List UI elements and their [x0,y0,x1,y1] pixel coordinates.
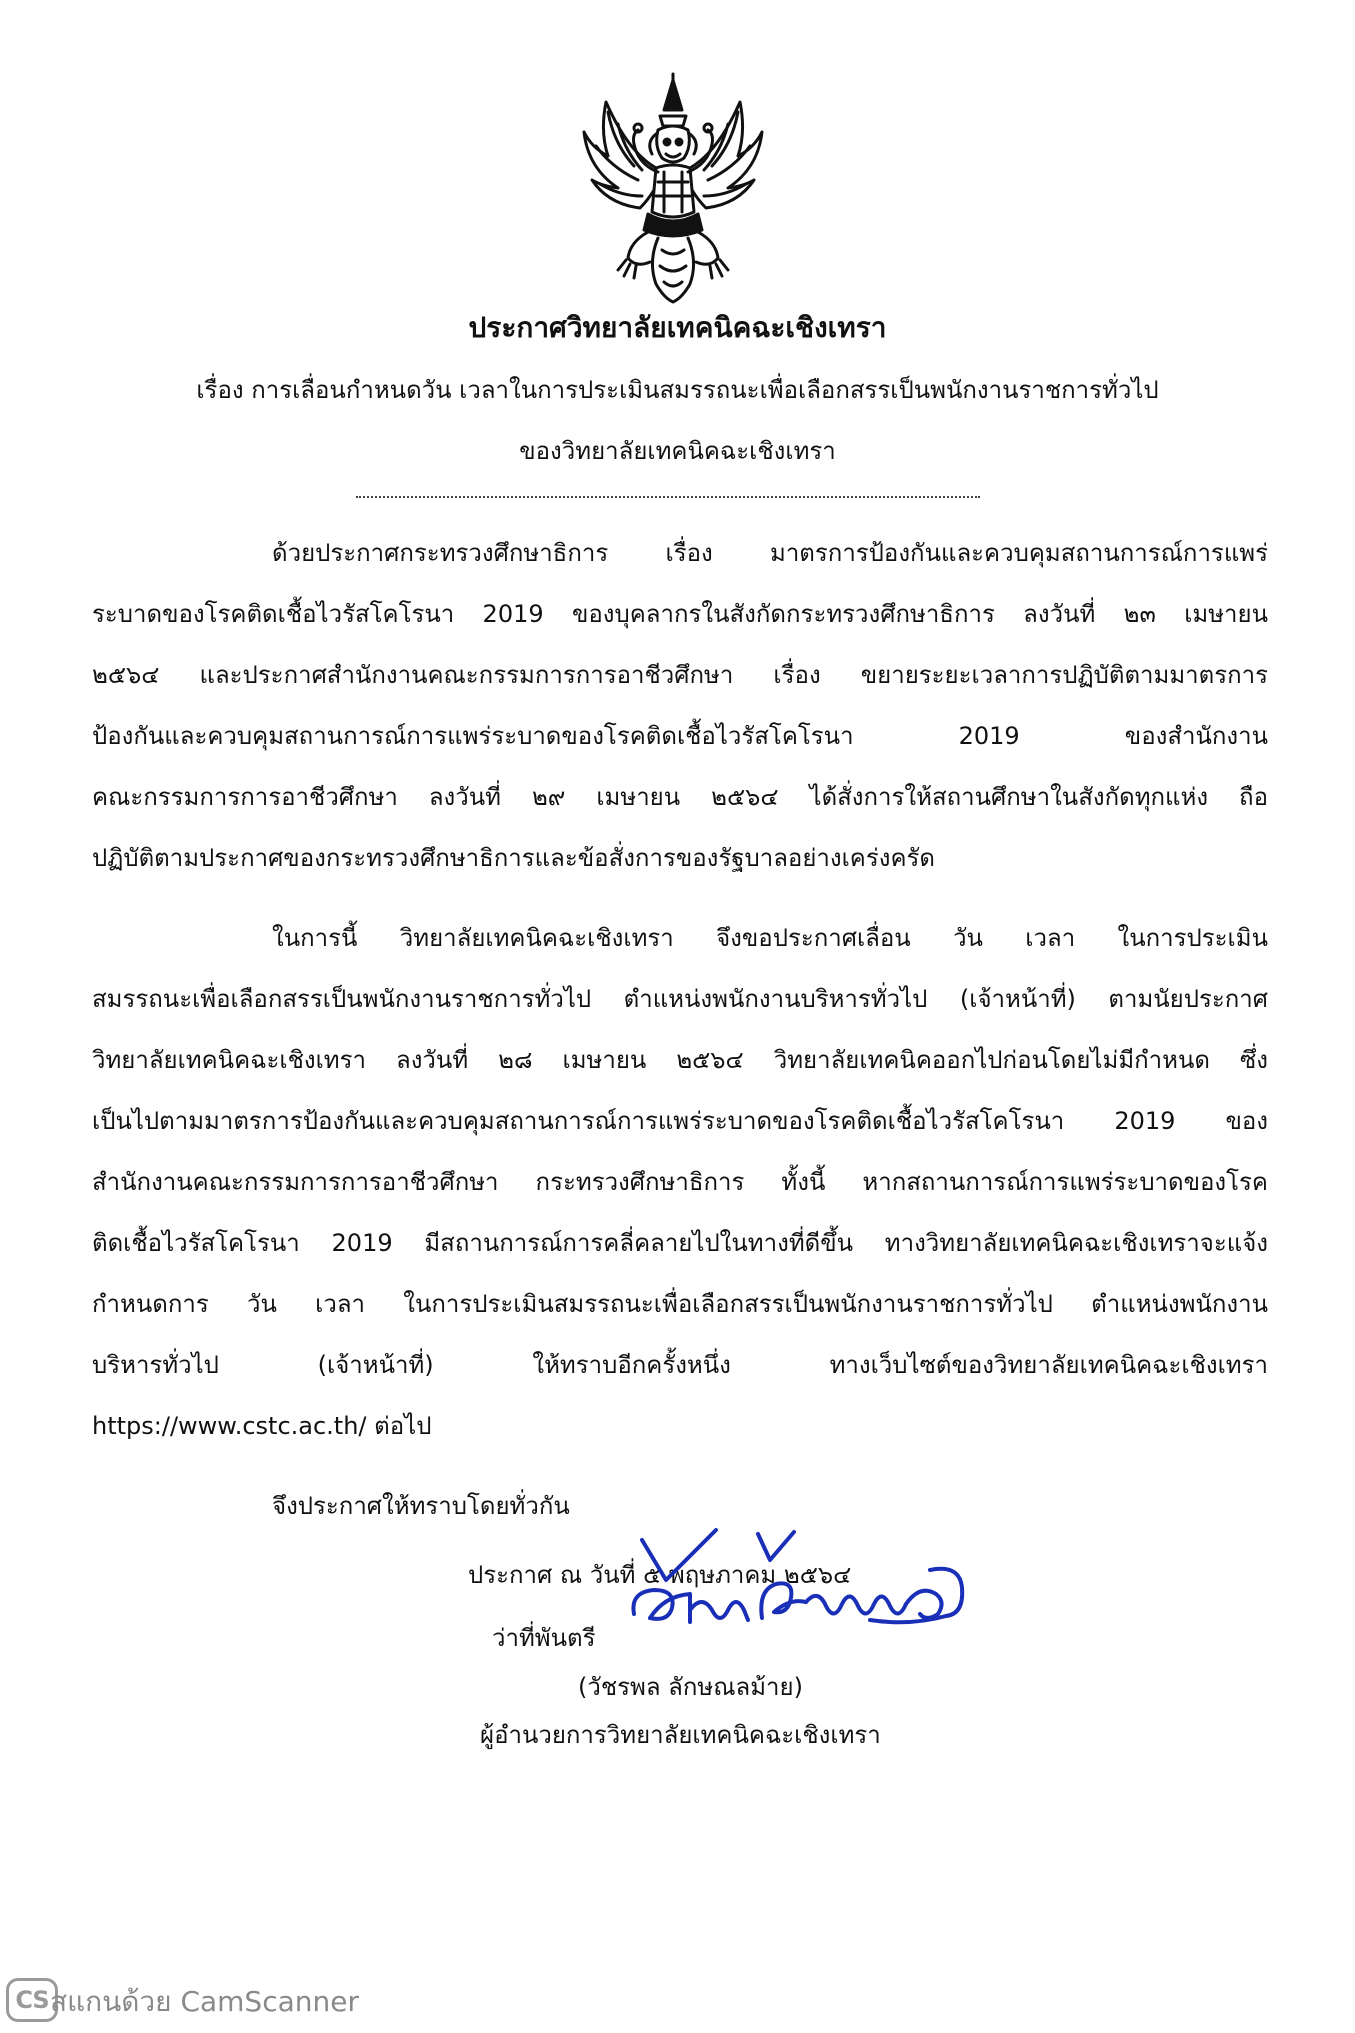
subject-line-2: ของวิทยาลัยเทคนิคฉะเชิงเทรา [519,437,836,465]
camscanner-logo-icon: CS [6,1978,58,2022]
signer-rank: ว่าที่พันตรี [492,1624,596,1652]
paragraph-2-line: บริหารทั่วไป (เจ้าหน้าที่) ให้ทราบอีกครั้งหนึ่ง ทางเว็บไซต์ของวิทยาลัยเทคนิคฉะเชิงเทรา [92,1351,1268,1379]
announcement-date: ประกาศ ณ วันที่ ๕ พฤษภาคม ๒๕๖๔ [468,1561,852,1589]
subject-line-1: เรื่อง การเลื่อนกำหนดวัน เวลาในการประเมินสมรรถนะเพื่อเลือกสรรเป็นพนักงานราชการทั่วไป [196,376,1159,404]
paragraph-2-line: ในการนี้ วิทยาลัยเทคนิคฉะเชิงเทรา จึงขอประกาศเลื่อน วัน เวลา ในการประเมิน [272,924,1268,952]
paragraph-1-line: ๒๕๖๔ และประกาศสำนักงานคณะกรรมการการอาชีวศึกษา เรื่อง ขยายระยะเวลาการปฏิบัติตามมาตรการ [92,661,1268,689]
paragraph-2-line: สำนักงานคณะกรรมการการอาชีวศึกษา กระทรวงศึกษาธิการ ทั้งนี้ หากสถานการณ์การแพร่ระบาดของโรค [92,1168,1268,1196]
camscanner-watermark [0,1970,460,2032]
announcement-title: ประกาศวิทยาลัยเทคนิคฉะเชิงเทรา [468,311,887,344]
paragraph-2-line: วิทยาลัยเทคนิคฉะเชิงเทรา ลงวันที่ ๒๘ เมษายน ๒๕๖๔ วิทยาลัยเทคนิคออกไปก่อนโดยไม่มีกำหนด ซึ่ง [92,1046,1268,1074]
paragraph-1-line: ระบาดของโรคติดเชื้อไวรัสโคโรนา 2019 ของบุคลากรในสังกัดกระทรวงศึกษาธิการ ลงวันที่ ๒๓ เมษายน [92,600,1268,628]
closing-statement: จึงประกาศให้ทราบโดยทั่วกัน [272,1492,570,1520]
paragraph-2-line: กำหนดการ วัน เวลา ในการประเมินสมรรถนะเพื่อเลือกสรรเป็นพนักงานราชการทั่วไป ตำแหน่งพนักงาน [92,1290,1268,1318]
paragraph-1-line: ด้วยประกาศกระทรวงศึกษาธิการ เรื่อง มาตรการป้องกันและควบคุมสถานการณ์การแพร่ [272,539,1268,567]
paragraph-2-line: ติดเชื้อไวรัสโคโรนา 2019 มีสถานการณ์การคลี่คลายไปในทางที่ดีขึ้น ทางวิทยาลัยเทคนิคฉะเชิงเทราจะแจ้ง [92,1229,1268,1257]
camscanner-label: สแกนด้วย CamScanner [50,1985,359,2018]
signer-name: (วัชรพล ลักษณลม้าย) [578,1673,803,1701]
paragraph-1-line: ปฏิบัติตามประกาศของกระทรวงศึกษาธิการและข้อสั่งการของรัฐบาลอย่างเคร่งครัด [92,844,935,872]
signer-position: ผู้อำนวยการวิทยาลัยเทคนิคฉะเชิงเทรา [480,1721,881,1749]
paragraph-1-line: คณะกรรมการการอาชีวศึกษา ลงวันที่ ๒๙ เมษายน ๒๕๖๔ ได้สั่งการให้สถานศึกษาในสังกัดทุกแห่ง ถือ [92,783,1268,811]
paragraph-2-line: สมรรถนะเพื่อเลือกสรรเป็นพนักงานราชการทั่วไป ตำแหน่งพนักงานบริหารทั่วไป (เจ้าหน้าที่) ตามนัยประกาศ [92,985,1268,1013]
title-divider [356,496,980,498]
paragraph-2-line: https://www.cstc.ac.th/ ต่อไป [92,1412,432,1440]
handwritten-signature [620,1510,980,1660]
paragraph-1-line: ป้องกันและควบคุมสถานการณ์การแพร่ระบาดของโรคติดเชื้อไวรัสโคโรนา 2019 ของสำนักงาน [92,722,1268,750]
garuda-emblem-icon [578,72,768,304]
paragraph-2-line: เป็นไปตามมาตรการป้องกันและควบคุมสถานการณ์การแพร่ระบาดของโรคติดเชื้อไวรัสโคโรนา 2019 ของ [92,1107,1268,1135]
